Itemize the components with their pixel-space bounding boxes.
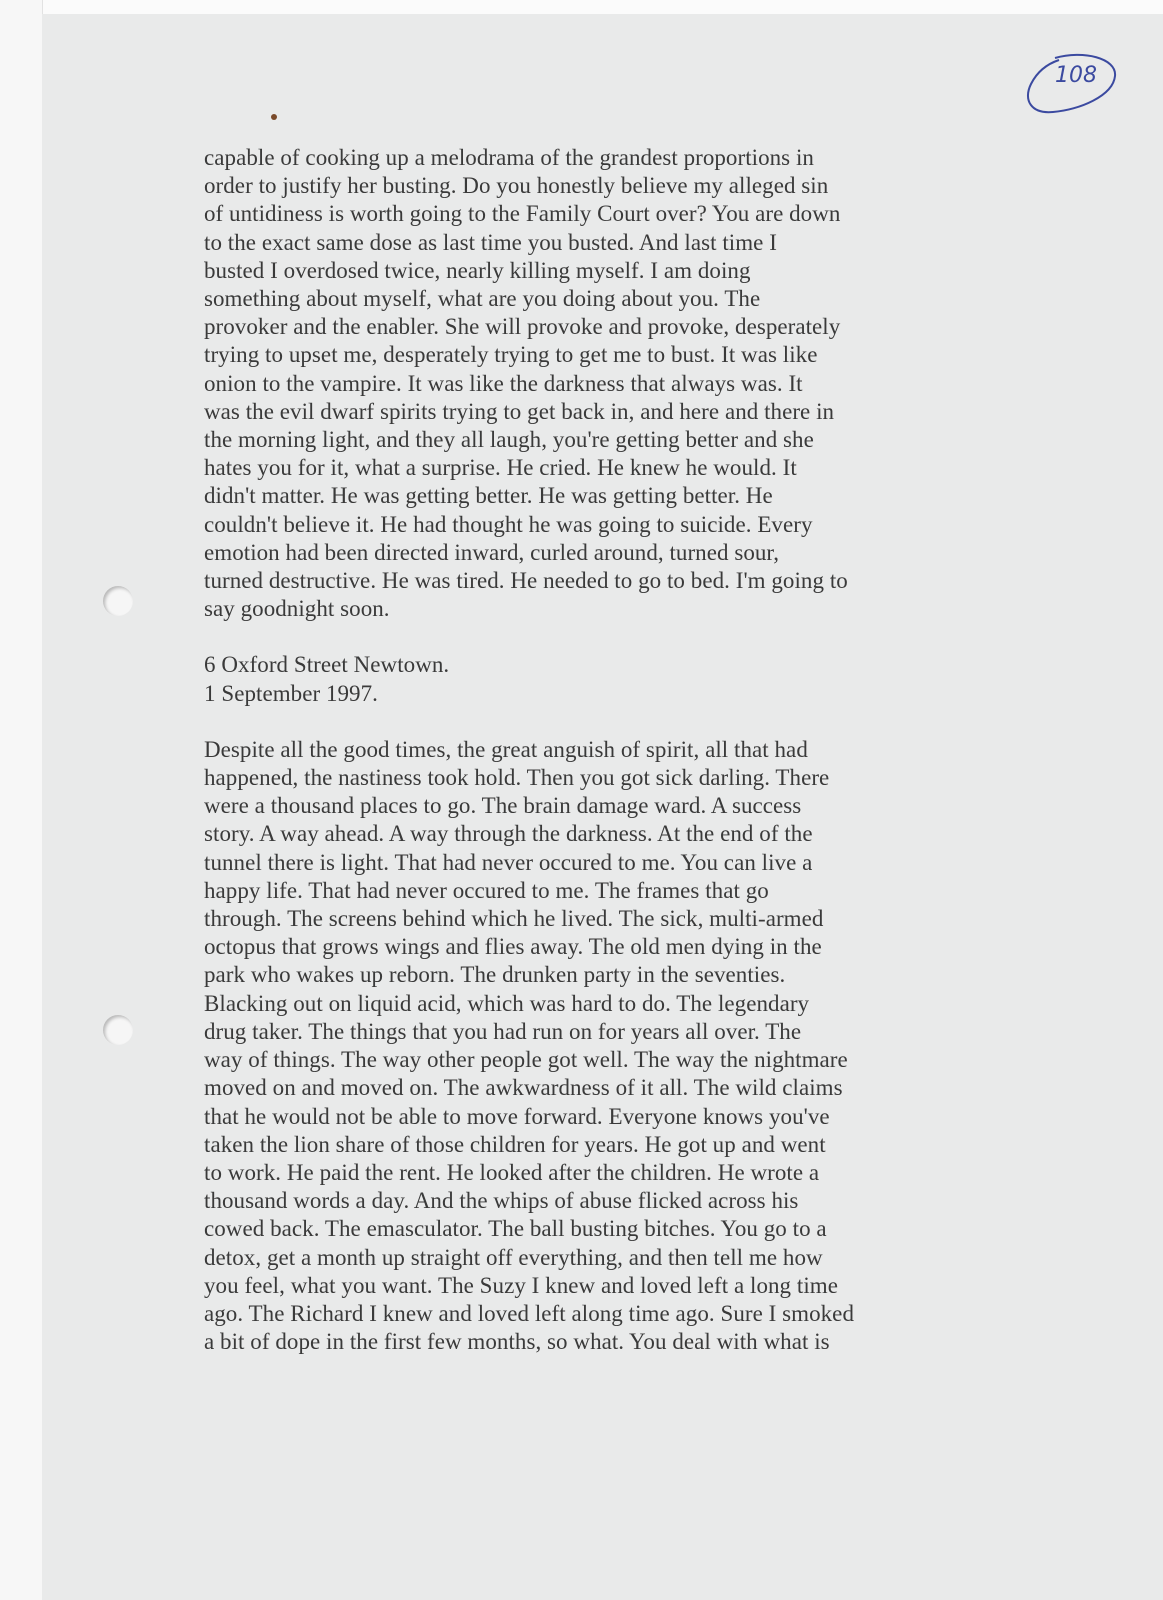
- scan-edge-left: [0, 0, 43, 1600]
- scan-edge-top: [0, 0, 1163, 15]
- ink-dot: [271, 114, 277, 120]
- handwritten-page-number: [1025, 52, 1121, 114]
- paragraph-2: Despite all the good times, the great anguish of spirit, all that had happened, the nastiness took hold. Then you got sick darling. There were a thousand places to go. The brain damage ward. A success story. A way ahead. A way through the darkness. At the end of the tunnel there is light. That had never occured to me. You can live a happy life. That had never occured to me. The frames that go through. The screens behind which he lived. The sick, multi-armed octopus that grows wings and flies away. The old men dying in the park who wakes up reborn. The drunken party in the seventies. Blacking out on liquid acid, which was hard to do. The legendary drug taker. The things that you had run on for years all over. The way of things. The way other people got well. The way the nightmare moved on and moved on. The awkwardness of it all. The wild claims that he would not be able to move forward. Everyone knows you've taken the lion share of those children for years. He got up and went to work. He paid the rent. He looked after the children. He wrote a thousand words a day. And the whips of abuse flicked across his cowed back. The emasculator. The ball busting bitches. You go to a detox, get a month up straight off everything, and then tell me how you feel, what you want. The Suzy I knew and loved left a long time ago. The Richard I knew and loved left along time ago. Sure I smoked a bit of dope in the first few months, so what. You deal with what is: [204, 736, 854, 1355]
- punch-hole: [103, 586, 133, 616]
- address-block: [204, 651, 1034, 707]
- page-number-text: 108: [1055, 63, 1097, 88]
- typed-text-body: [204, 144, 1034, 1384]
- paragraph-1: capable of cooking up a melodrama of the grandest proportions in order to justify her busting. Do you honestly believe my alleged sin of untidiness is worth going to the Family Court over? You are down to the exact same dose as last time you busted. And last time I busted I overdosed twice, nearly killing myself. I am doing something about myself, what are you doing about you. The provoker and the enabler. She will provoke and provoke, desperately trying to upset me, desperately trying to get me to bust. It was like onion to the vampire. It was like the darkness that always was. It was the evil dwarf spirits trying to get back in, and here and there in the morning light, and they all laugh, you're getting better and she hates you for it, what a surprise. He cried. He knew he would. It didn't matter. He was getting better. He was getting better. He couldn't believe it. He had thought he was going to suicide. Every emotion had been directed inward, curled around, turned sour, turned destructive. He was tired. He needed to go to bed. I'm going to say goodnight soon.: [204, 145, 848, 622]
- page-number-circle-icon: [1025, 52, 1121, 114]
- punch-hole: [103, 1015, 133, 1045]
- address-line: 6 Oxford Street Newtown.: [204, 652, 450, 678]
- date-line: 1 September 1997.: [204, 680, 378, 706]
